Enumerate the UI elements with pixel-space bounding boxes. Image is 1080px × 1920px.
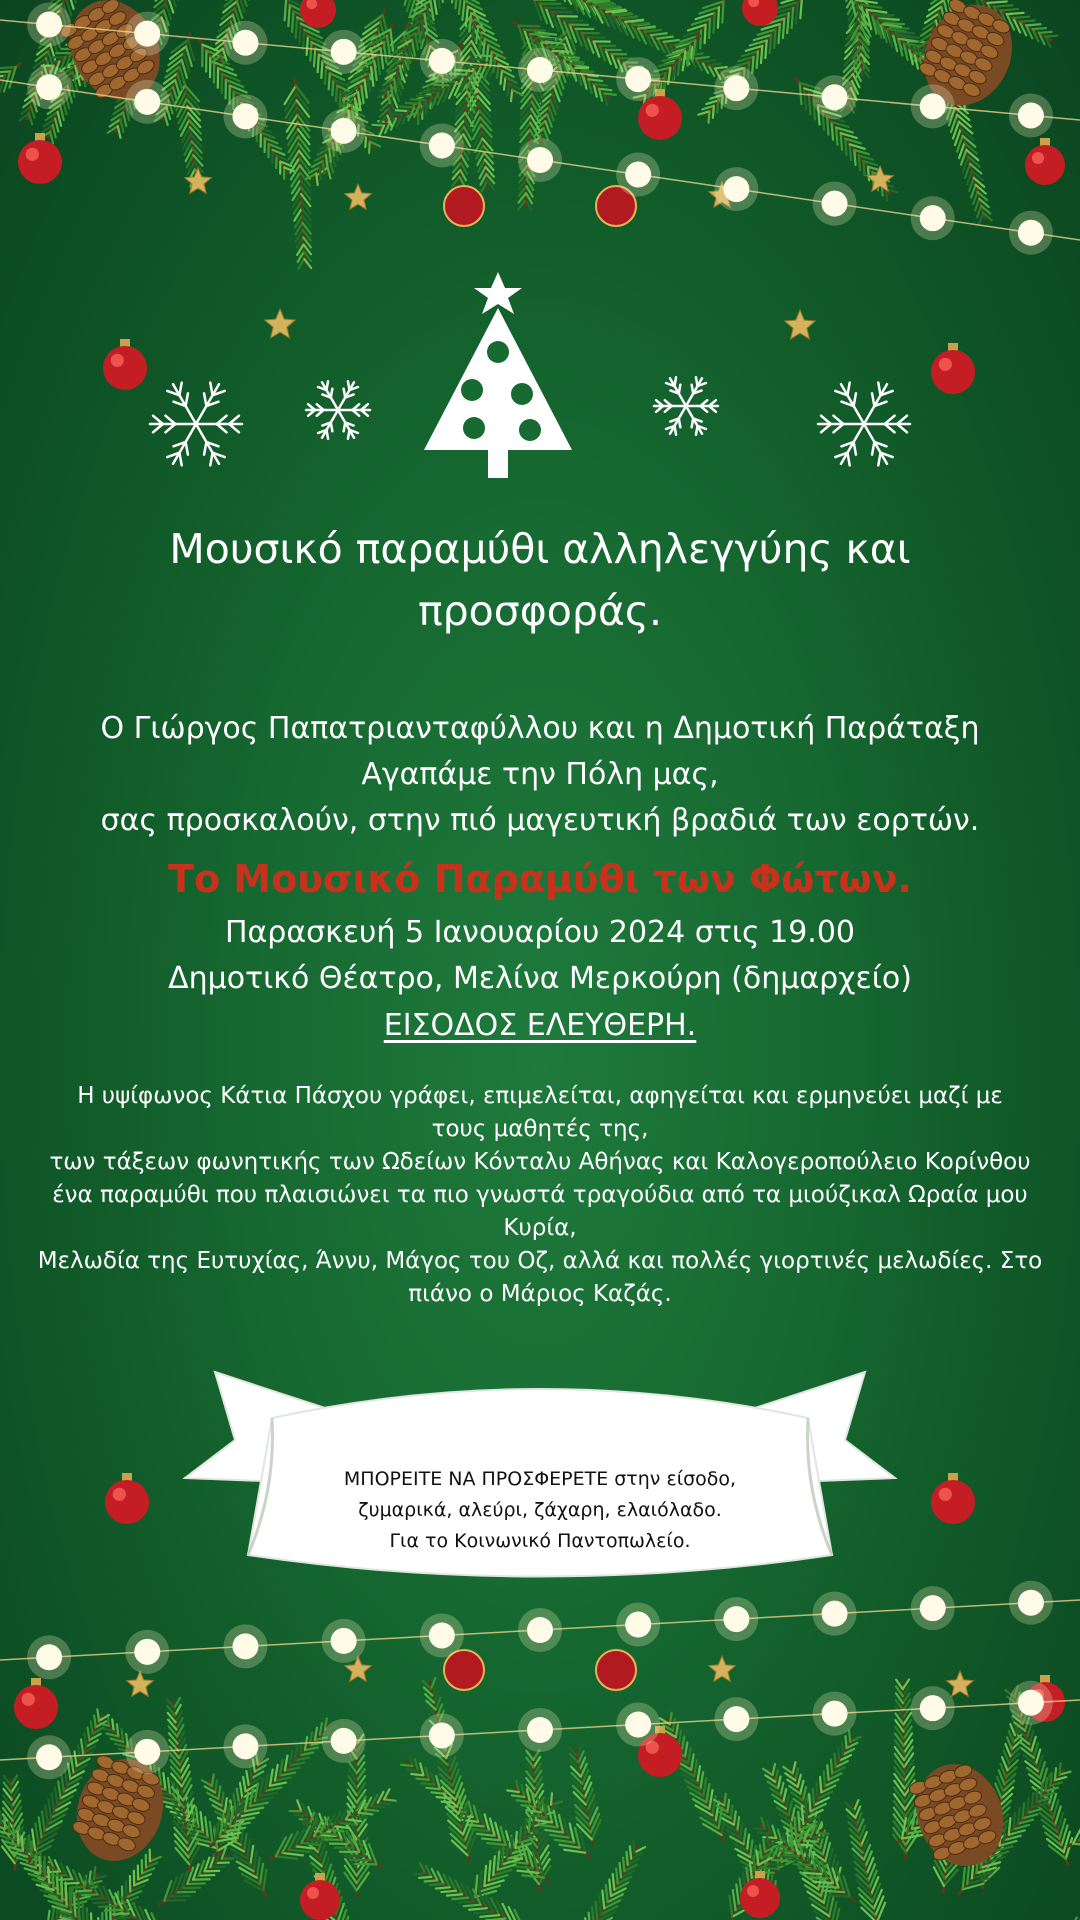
invitation-line-1: Ο Γιώργος Παπατριανταφύλλου και η Δημοτική Παράταξη — [100, 711, 980, 746]
ribbon-line-3: Για το Κοινωνικό Παντοπωλείο. — [389, 1530, 691, 1552]
description-line-3: των τάξεων φωνητικής των Ωδείων Κόνταλυ Αθήνας και Καλογεροπούλειο Κορίνθου — [49, 1149, 1031, 1175]
description-line-2: τους μαθητές της, — [431, 1116, 649, 1142]
headline-line-2: προσφοράς. — [417, 587, 663, 635]
invitation-line-2: Αγαπάμε την Πόλη μας, — [361, 757, 719, 792]
description-line-5: Κυρία, — [503, 1215, 577, 1241]
ribbon-line-1: ΜΠΟΡΕΙΤΕ ΝΑ ΠΡΟΣΦΕΡΕΤΕ στην είσοδο, — [343, 1468, 737, 1490]
description-line-6: Μελωδία της Ευτυχίας, Άννυ, Μάγος του Οζ, αλλά και πολλές γιορτινές μελωδίες. Στο — [37, 1248, 1043, 1274]
event-venue: Δημοτικό Θέατρο, Μελίνα Μερκούρη (δημαρχείο) — [168, 961, 912, 996]
description-line-7: πιάνο ο Μάριος Καζάς. — [408, 1281, 672, 1307]
invitation-line-3: σας προσκαλούν, στην πιό μαγευτική βραδιά των εορτών. — [100, 803, 980, 838]
free-entry-text: ΕΙΣΟΔΟΣ ΕΛΕΥΘΕΡΗ. — [383, 1008, 697, 1043]
ribbon-line-2: ζυμαρικά, αλεύρι, ζάχαρη, ελαιόλαδο. — [358, 1499, 722, 1521]
headline-line-1: Μουσικό παραμύθι αλληλεγγύης και — [169, 525, 911, 573]
ribbon-message — [280, 1464, 800, 1557]
event-title: Το Μουσικό Παραμύθι των Φώτων. — [168, 857, 912, 901]
description-line-1: Η υψίφωνος Κάτια Πάσχου γράφει, επιμελείται, αφηγείται και ερμηνεύει μαζί με — [77, 1083, 1003, 1109]
event-date: Παρασκευή 5 Ιανουαρίου 2024 στις 19.00 — [224, 915, 856, 950]
description-line-4: ένα παραμύθι που πλαισιώνει τα πιο γνωστά τραγούδια από τα μιούζικαλ Ωραία μου — [52, 1182, 1028, 1208]
